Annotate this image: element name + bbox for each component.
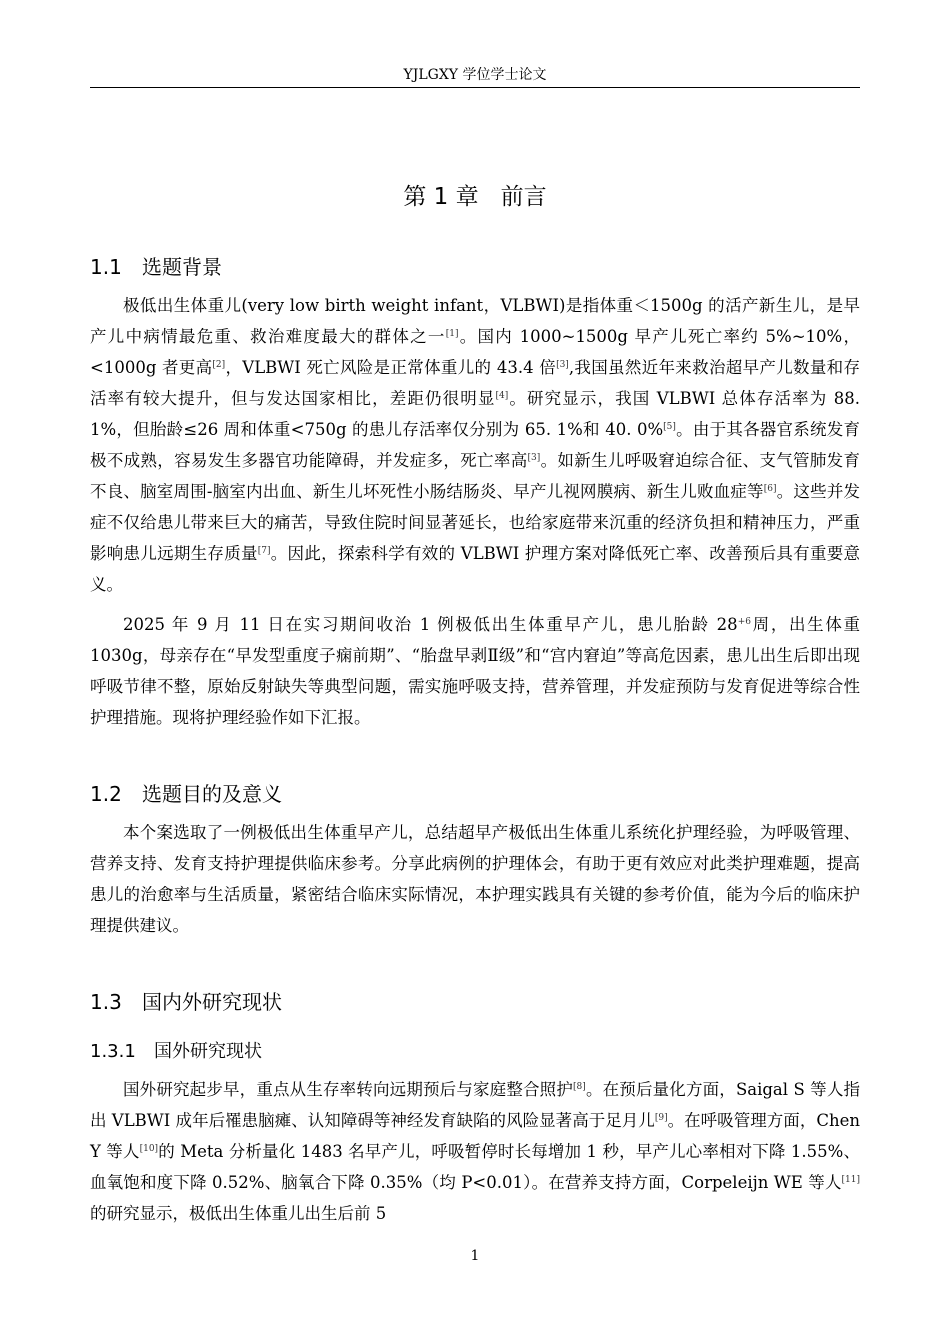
- subsection-title: 国外研究现状: [154, 1041, 262, 1062]
- chapter-title-text: 前言: [500, 184, 547, 210]
- paragraph-background-1: [90, 290, 860, 600]
- subsection-heading-1-3-1: [90, 1037, 262, 1063]
- section-number: 1.3: [90, 990, 122, 1014]
- citation: [2]: [212, 360, 226, 370]
- paragraph-foreign-research: [90, 1074, 860, 1229]
- paragraph-text: 周，出生体重 1030g，母亲存在“早发型重度子痫前期”、“胎盘早剥Ⅱ级”和“宫内窘迫”等高危因素，患儿出生后即出现呼吸节律不整，原始反射缺失等典型问题，需实施呼吸支持，营养管理，并发症预防与发育促进等综合性护理措施。现将护理经验作如下汇报。: [90, 615, 861, 727]
- section-heading-1-1: [90, 251, 222, 280]
- chapter-title: [90, 178, 860, 211]
- paragraph-text: 。国内 1000~1500g 早产儿死亡率约 5%~10%，<1000g 者更高: [90, 327, 861, 377]
- section-number: 1.2: [90, 782, 122, 806]
- citation: [3]: [556, 360, 569, 370]
- citation: [8]: [573, 1082, 586, 1092]
- paragraph-text: ，VLBWI 死亡风险是正常体重儿的 43.4 倍: [225, 358, 557, 377]
- section-title: 选题背景: [142, 255, 222, 279]
- section-number: 1.1: [90, 255, 122, 279]
- paragraph-text: 。在呼吸管理方面，Chen Y 等人: [90, 1111, 860, 1161]
- paragraph-text: 。在预后量化方面，Saigal S 等人指出 VLBWI 成年后罹患脑瘫、认知障碍等神经发育缺陷的风险显著高于足月儿: [90, 1080, 861, 1130]
- page-number: 1: [470, 1248, 480, 1264]
- paragraph-text: 。研究显示，我国 VLBWI 总体存活率为 88. 1%，但胎龄≤26 周和体重<750g 的患儿存活率仅分别为 65. 1%和 40. 0%: [90, 389, 861, 439]
- paragraph-text: 。这些并发症不仅给患儿带来巨大的痛苦，导致住院时间显著延长，也给家庭带来沉重的经济负担和精神压力，严重影响患儿远期生存质量: [90, 482, 861, 563]
- paragraph-text: 。如新生儿呼吸窘迫综合征、支气管肺发育不良、脑室周围-脑室内出血、新生儿坏死性小肠结肠炎、早产儿视网膜病、新生儿败血症等: [90, 451, 861, 501]
- paragraph-text: 2025 年 9 月 11 日在实习期间收治 1 例极低出生体重早产儿，患儿胎龄 28: [123, 615, 738, 634]
- citation: [11]: [841, 1175, 860, 1185]
- citation: [3]: [527, 453, 541, 463]
- section-title: 国内外研究现状: [142, 990, 282, 1014]
- citation: [5]: [663, 422, 676, 432]
- paragraph-text: 的 Meta 分析量化 1483 名早产儿，呼吸暂停时长每增加 1 秒，早产儿心率相对下降 1.55%、血氧饱和度下降 0.52%、脑氧合下降 0.35%（均 P<0.01）。在营养支持方面，Corpeleijn WE 等人: [90, 1142, 860, 1192]
- paragraph-text: ,我国虽然近年来救治超早产儿数量和存活率有较大提升，但与发达国家相比，差距仍很明显: [90, 358, 861, 408]
- section-title: 选题目的及意义: [142, 782, 282, 806]
- citation: [6]: [763, 484, 777, 494]
- paragraph-text: 。由于其各器官系统发育极不成熟，容易发生多器官功能障碍，并发症多，死亡率高: [90, 420, 860, 470]
- paragraph-text: 本个案选取了一例极低出生体重早产儿，总结超早产极低出生体重儿系统化护理经验，为呼吸管理、营养支持、发育支持护理提供临床参考。分享此病例的护理体会，有助于更有效应对此类护理难题，提高患儿的治愈率与生活质量，紧密结合临床实际情况，本护理实践具有关键的参考价值，能为今后的临床护理提供建议。: [90, 823, 860, 935]
- paragraph-text: 。因此，探索科学有效的 VLBWI 护理方案对降低死亡率、改善预后具有重要意义。: [90, 544, 861, 594]
- citation: [10]: [139, 1144, 159, 1154]
- section-heading-1-3: [90, 986, 282, 1015]
- citation: [7]: [257, 546, 271, 556]
- citation: [1]: [445, 329, 459, 339]
- subsection-number: 1.3.1: [90, 1041, 136, 1062]
- paragraph-text: 的研究显示，极低出生体重儿出生后前 5: [90, 1204, 387, 1223]
- citation: [4]: [495, 391, 509, 401]
- paragraph-purpose: [90, 817, 860, 941]
- section-heading-1-2: [90, 778, 282, 807]
- superscript: +6: [737, 617, 751, 627]
- header-rule: [90, 87, 860, 88]
- chapter-number: 第 1 章: [403, 184, 479, 210]
- running-header: YJLGXY 学位学士论文: [403, 67, 547, 83]
- paragraph-text: 极低出生体重儿(very low birth weight infant，VLBWI)是指体重＜1500g 的活产新生儿，是早产儿中病情最危重、救治难度最大的群体之一: [90, 296, 860, 346]
- citation: [9]: [654, 1113, 668, 1123]
- paragraph-background-2: [90, 609, 860, 733]
- paragraph-text: 国外研究起步早，重点从生存率转向远期预后与家庭整合照护: [123, 1080, 574, 1099]
